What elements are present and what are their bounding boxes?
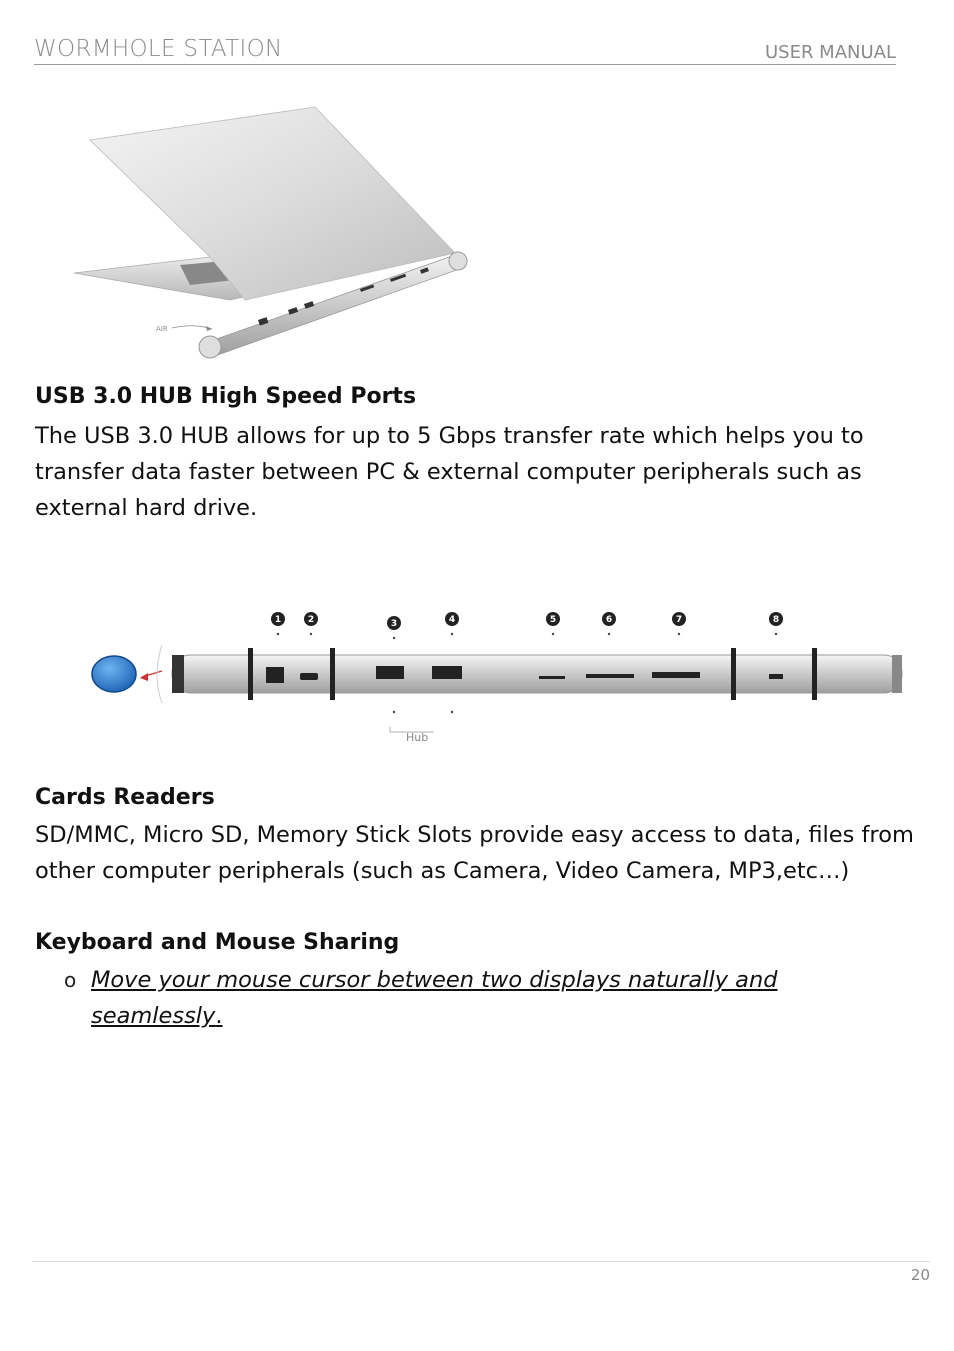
bullet-end: . — [215, 1003, 223, 1029]
footer-divider — [32, 1261, 930, 1262]
document-type: USER MANUAL — [764, 42, 896, 63]
laptop-dock-illustration — [60, 95, 480, 370]
keyboard-mouse-bullet — [91, 962, 891, 1034]
port-marker-6: 6 — [605, 615, 613, 625]
port-marker-7: 7 — [675, 615, 683, 625]
page-header — [34, 36, 896, 65]
bullet-text: Move your mouse cursor between two displays naturally and seamlessly — [91, 967, 778, 1029]
hub-label: Hub — [406, 731, 429, 744]
port-marker-1: 1 — [274, 615, 282, 625]
cards-readers-heading: Cards Readers — [35, 785, 215, 810]
port-marker-8: 8 — [772, 615, 780, 625]
document-title: WORMHOLE STATION — [34, 36, 283, 62]
page-number: 20 — [910, 1266, 930, 1284]
usb-hub-heading: USB 3.0 HUB High Speed Ports — [35, 384, 417, 409]
port-marker-3: 3 — [390, 619, 398, 629]
port-marker-4: 4 — [448, 615, 456, 625]
port-marker-2: 2 — [307, 615, 315, 625]
air-label: AIR — [156, 325, 168, 333]
usb-hub-description: The USB 3.0 HUB allows for up to 5 Gbps transfer rate which helps you to transfer data faster between PC & external computer peripherals such as external hard drive. — [35, 423, 864, 521]
cards-readers-description: SD/MMC, Micro SD, Memory Stick Slots provide easy access to data, files from other computer peripherals (such as Camera, Video Camera, MP3,etc…) — [35, 822, 914, 884]
keyboard-mouse-heading: Keyboard and Mouse Sharing — [35, 930, 400, 955]
bullet-marker: o — [64, 968, 77, 992]
hub-ports-diagram — [34, 575, 930, 775]
port-marker-5: 5 — [549, 615, 557, 625]
